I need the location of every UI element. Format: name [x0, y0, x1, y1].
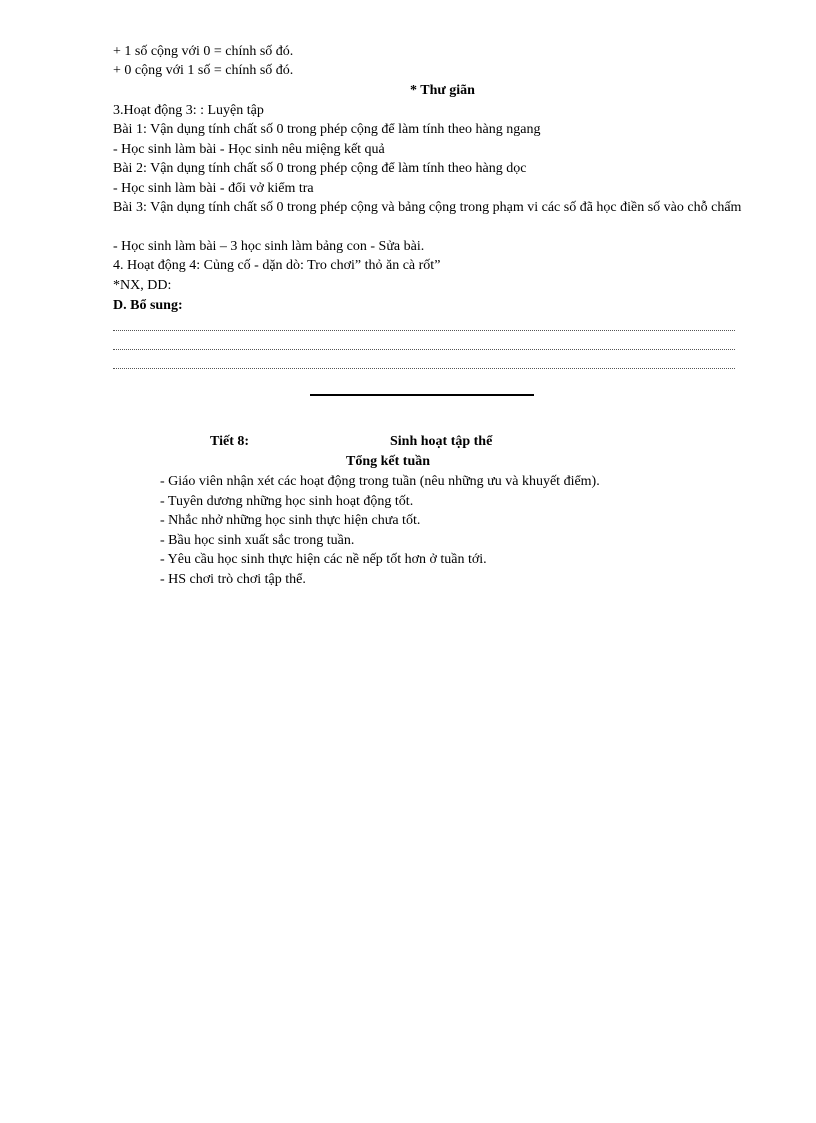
period-subtitle: Tổng kết tuần [346, 454, 431, 469]
list-item: - Yêu cầu học sinh thực hiện các nề nếp tốt hơn ở tuần tới. [160, 552, 487, 567]
relax-heading: * Thư giãn [410, 83, 475, 98]
exercise-2-step: - Học sinh làm bài - đổi vở kiểm tra [113, 181, 314, 196]
section-divider [310, 394, 534, 396]
exercise-1-step: - Học sinh làm bài - Học sinh nêu miệng kết quả [113, 142, 385, 157]
activity3-title: 3.Hoạt động 3: : Luyện tập [113, 103, 264, 118]
list-item: - Bầu học sinh xuất sắc trong tuần. [160, 533, 355, 548]
supplement-heading: D. Bổ sung: [113, 298, 183, 313]
period-label: Tiết 8: [210, 434, 250, 449]
exercise-3-step: - Học sinh làm bài – 3 học sinh làm bảng con - Sửa bài. [113, 239, 425, 254]
period-title: Sinh hoạt tập thể [390, 434, 493, 449]
exercise-3: Bài 3: Vận dụng tính chất số 0 trong phép cộng và bảng cộng trong phạm vi các số đã học điền số vào chỗ chấm [113, 200, 742, 215]
dotted-line-1 [113, 330, 735, 331]
rule-line-2: + 0 cộng với 1 số = chính số đó. [113, 63, 294, 78]
list-item: - Nhắc nhở những học sinh thực hiện chưa tốt. [160, 513, 421, 528]
exercise-1: Bài 1: Vận dụng tính chất số 0 trong phép cộng để làm tính theo hàng ngang [113, 122, 541, 137]
rule-line-1: + 1 số cộng với 0 = chính số đó. [113, 44, 294, 59]
list-item: - HS chơi trò chơi tập thể. [160, 572, 306, 587]
nx-dd: *NX, DD: [113, 278, 172, 293]
list-item: - Tuyên dương những học sinh hoạt động tốt. [160, 494, 414, 509]
exercise-2: Bài 2: Vận dụng tính chất số 0 trong phép cộng để làm tính theo hàng dọc [113, 161, 527, 176]
dotted-line-2 [113, 349, 735, 350]
activity4: 4. Hoạt động 4: Củng cố - dặn dò: Tro chơi” thỏ ăn cà rốt” [113, 258, 441, 273]
list-item: - Giáo viên nhận xét các hoạt động trong tuần (nêu những ưu và khuyết điểm). [160, 474, 600, 489]
dotted-line-3 [113, 368, 735, 369]
